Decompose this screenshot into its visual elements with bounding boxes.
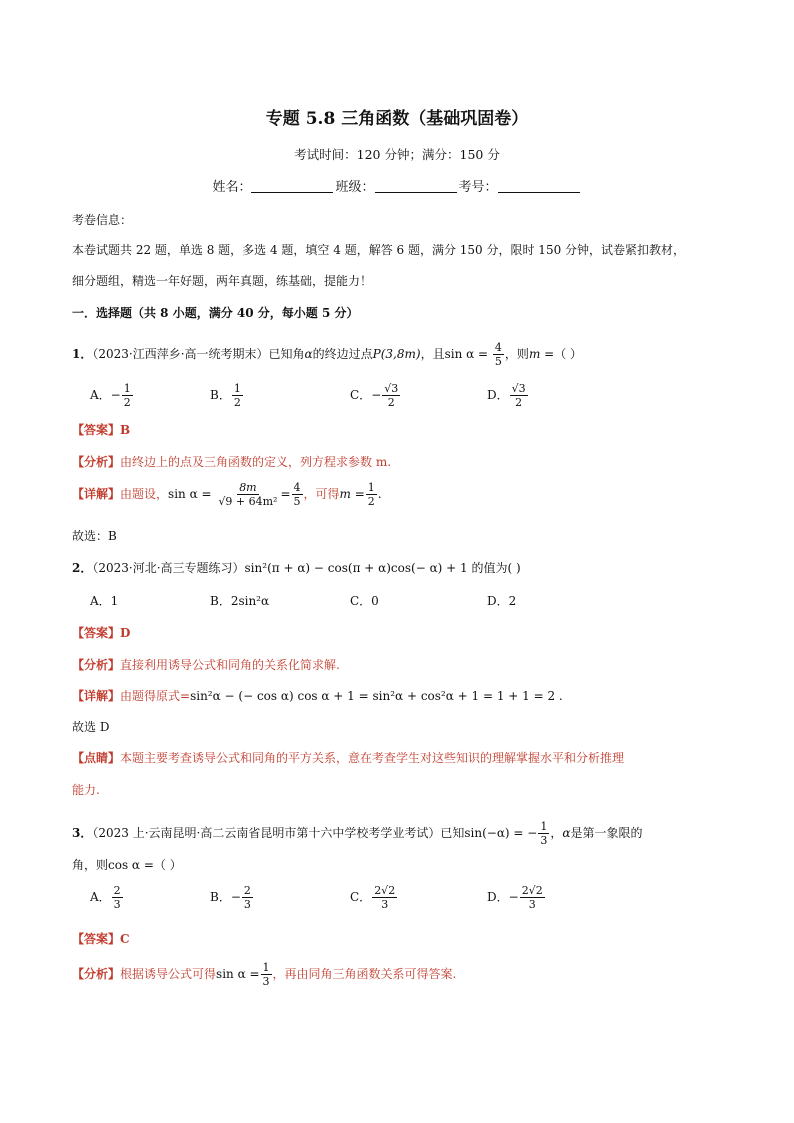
- fraction: [493, 341, 504, 368]
- question-text: （2023·河北·高三专题练习）sin²(π + α) − cos(π + α)cos(− α) + 1 的值为( ): [92, 561, 521, 575]
- sign: −: [371, 388, 382, 402]
- option-label: C．: [350, 890, 372, 904]
- question-number: 3．: [72, 826, 93, 840]
- option-label: B．: [210, 388, 231, 402]
- choose-line: 故选：B: [72, 529, 117, 543]
- info-line-2: 细分题组，精选一年好题，两年真题，练基础，提能力！: [72, 274, 373, 288]
- option-label: D．: [487, 890, 509, 904]
- info-line-1: 本卷试题共 22 题，单选 8 题，多选 4 题，填空 4 题，解答 6 题，满分 150 分，限时 150 分钟，试卷紧扣教材，: [72, 243, 686, 257]
- comment-label: 【点睛】: [72, 751, 121, 765]
- fraction: [520, 884, 545, 911]
- question-text: 是第一象限的: [570, 826, 643, 840]
- answer-paren: （ ）: [554, 347, 583, 361]
- option-label: A．: [90, 388, 111, 402]
- numerator: 2√2: [521, 884, 543, 897]
- option-b[interactable]: [210, 884, 254, 911]
- denominator: 2: [387, 396, 395, 409]
- sign: −: [508, 890, 519, 904]
- question-text: （2023 上·云南昆明·高二云南省昆明市第十六中学校考学业考试）已知: [92, 826, 465, 840]
- sign: −: [230, 890, 241, 904]
- fraction: [366, 481, 377, 508]
- analysis-text: ，再由同角三角函数关系可得答案.: [272, 967, 457, 981]
- section-heading: 一．选择题（共 8 小题，满分 40 分，每小题 5 分）: [72, 306, 359, 320]
- numerator: 2: [113, 884, 121, 897]
- answer-paren: （ ）: [153, 858, 182, 872]
- analysis-text: 直接利用诱导公式和同角的关系化简求解.: [120, 658, 340, 672]
- page-title: 专题 5.8 三角函数（基础巩固卷）: [265, 109, 529, 129]
- comment-line-1: [72, 749, 624, 766]
- detail-text: 由题得原式=: [120, 689, 191, 703]
- option-c[interactable]: [350, 884, 398, 911]
- option-a[interactable]: A．1: [90, 594, 119, 608]
- option-c[interactable]: C．0: [350, 594, 379, 608]
- analysis-label: 【分析】: [72, 455, 121, 469]
- fraction: [216, 481, 279, 508]
- choose-line: 故选 D: [72, 720, 110, 734]
- math-equals: =: [280, 487, 291, 501]
- fraction: [232, 382, 243, 409]
- option-label: D．: [487, 388, 509, 402]
- numerator: 1: [540, 820, 548, 833]
- math-sin: sin(−α) = −: [464, 826, 538, 840]
- numerator: 8m: [239, 481, 257, 494]
- numerator: 1: [367, 481, 375, 494]
- analysis-label: 【分析】: [72, 658, 121, 672]
- option-label: C．: [350, 388, 372, 402]
- denominator: 2: [367, 495, 375, 508]
- answer-label: 【答案】: [72, 423, 121, 437]
- fraction: [538, 820, 549, 847]
- answer-value: B: [120, 423, 131, 437]
- fraction: [122, 382, 133, 409]
- denominator: 3: [540, 834, 548, 847]
- question-1-stem: [72, 341, 582, 368]
- class-blank[interactable]: [375, 178, 457, 193]
- question-number: 2．: [72, 561, 93, 575]
- detail-text: 由题设，: [120, 487, 169, 501]
- math-point: P(3,8m): [372, 347, 421, 361]
- math-sin: sin α =: [444, 347, 489, 361]
- option-c[interactable]: [350, 382, 401, 409]
- denominator: 2: [233, 396, 241, 409]
- analysis-text: 由终边上的点及三角函数的定义，列方程求参数 m.: [120, 455, 392, 469]
- denominator: 5: [494, 355, 502, 368]
- question-number: 1．: [72, 347, 93, 361]
- fraction: [510, 382, 528, 409]
- exam-time: 考试时间：120 分钟；满分：150 分: [294, 147, 500, 162]
- numerator: 2: [243, 884, 251, 897]
- denominator: 5: [293, 495, 301, 508]
- question-text: ，则: [504, 347, 529, 361]
- math-sin: sin α =: [168, 487, 212, 501]
- student-info-line: [0, 176, 794, 195]
- fraction: [292, 481, 303, 508]
- info-heading: 考卷信息：: [72, 213, 133, 227]
- analysis-label: 【分析】: [72, 967, 121, 981]
- detail-line: [72, 687, 563, 704]
- fraction: [382, 382, 400, 409]
- answer-line: [72, 930, 130, 947]
- option-a[interactable]: [90, 884, 124, 911]
- option-a[interactable]: [90, 382, 134, 409]
- math-expression: sin²α − (− cos α) cos α + 1 = sin²α + cos²α + 1 = 1 + 1 = 2 .: [190, 689, 563, 703]
- numerator: 1: [262, 961, 270, 974]
- denominator: 3: [381, 898, 389, 911]
- option-d[interactable]: [487, 382, 529, 409]
- question-text: ，: [550, 826, 563, 840]
- comment-line-2: 能力.: [72, 783, 100, 797]
- numerator: 1: [233, 382, 241, 395]
- detail-line: [72, 481, 382, 508]
- option-b[interactable]: B．2sin²α: [210, 594, 270, 608]
- number-blank[interactable]: [498, 178, 580, 193]
- math-alpha: α: [304, 347, 313, 361]
- numerator: 4: [494, 341, 502, 354]
- numerator: 1: [123, 382, 131, 395]
- number-label: 考号：: [458, 180, 498, 195]
- question-text: ，且: [420, 347, 445, 361]
- analysis-line: [72, 453, 391, 470]
- analysis-text: 根据诱导公式可得: [120, 967, 217, 981]
- math-m: m =: [528, 347, 555, 361]
- numerator: 2√2: [374, 884, 396, 897]
- question-2-stem: [72, 559, 521, 576]
- comment-text: 本题主要考查诱导公式和同角的平方关系，意在考查学生对这些知识的理解掌握水平和分析推理: [120, 751, 625, 765]
- denominator: 3: [262, 975, 270, 988]
- fraction: [242, 884, 253, 911]
- answer-line: [72, 624, 130, 641]
- fraction: [261, 961, 272, 988]
- answer-line: [72, 421, 130, 438]
- option-label: A．: [90, 890, 111, 904]
- numerator: √3: [384, 382, 399, 395]
- answer-label: 【答案】: [72, 932, 121, 946]
- name-label: 姓名：: [212, 180, 252, 195]
- option-d[interactable]: [487, 884, 546, 911]
- option-label: B．: [210, 890, 231, 904]
- math-cos: cos α =: [108, 858, 154, 872]
- option-b[interactable]: [210, 382, 244, 409]
- denominator: √9 + 64m²: [218, 495, 278, 508]
- math-alpha: α: [562, 826, 571, 840]
- denominator: 3: [243, 898, 251, 911]
- detail-text: ，可得: [303, 487, 340, 501]
- denominator: 2: [515, 396, 523, 409]
- math-m: m =: [339, 487, 365, 501]
- answer-value: C: [120, 932, 130, 946]
- question-3-stem: [72, 820, 642, 847]
- question-text: 角，则: [72, 858, 109, 872]
- class-label: 班级：: [335, 180, 375, 195]
- numerator: √3: [511, 382, 526, 395]
- period: .: [377, 487, 382, 501]
- answer-label: 【答案】: [72, 626, 121, 640]
- option-d[interactable]: D．2: [487, 594, 517, 608]
- detail-label: 【详解】: [72, 487, 121, 501]
- sign: −: [110, 388, 121, 402]
- question-text: 的终边过点: [312, 347, 373, 361]
- detail-label: 【详解】: [72, 689, 121, 703]
- math-sin: sin α =: [216, 967, 260, 981]
- denominator: 3: [113, 898, 121, 911]
- denominator: 2: [123, 396, 131, 409]
- name-blank[interactable]: [251, 178, 333, 193]
- fraction: [112, 884, 123, 911]
- numerator: 4: [293, 481, 301, 494]
- denominator: 3: [528, 898, 536, 911]
- question-source: （2023·江西萍乡·高一统考期末）已知角: [92, 347, 305, 361]
- analysis-line: [72, 961, 456, 988]
- fraction: [372, 884, 397, 911]
- analysis-line: [72, 656, 340, 673]
- question-3-line-2: [72, 856, 182, 873]
- answer-value: D: [120, 626, 131, 640]
